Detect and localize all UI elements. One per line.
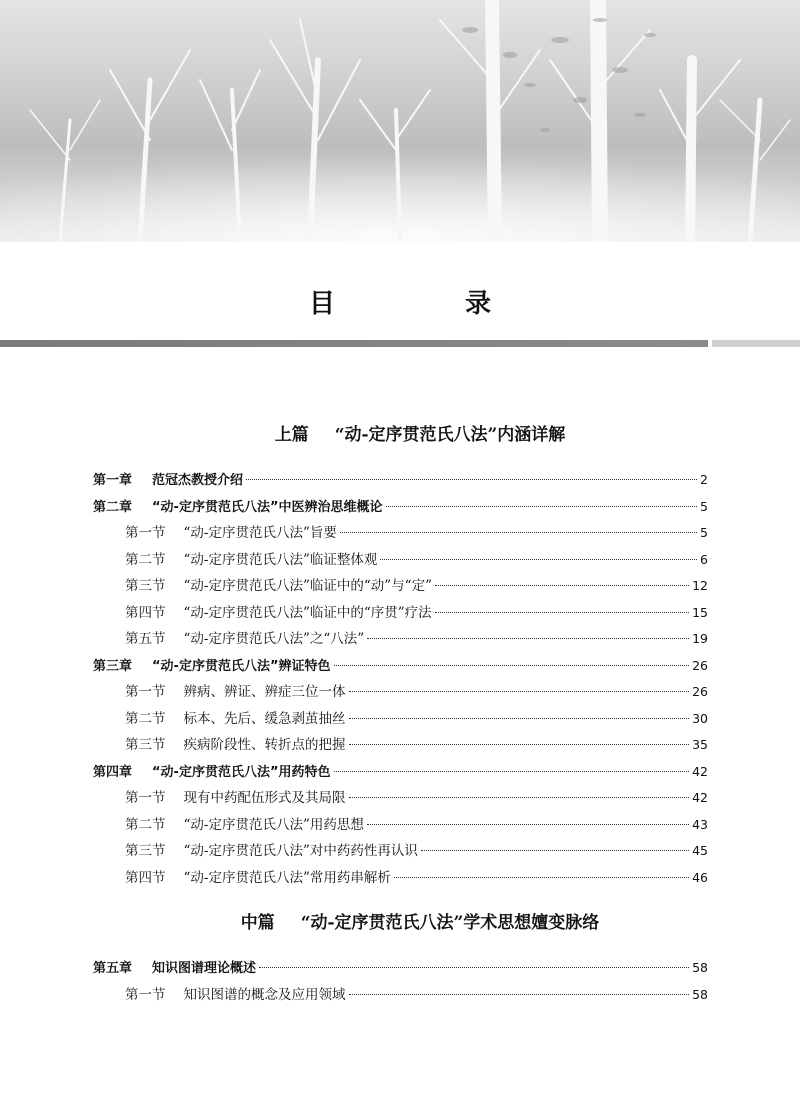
toc-entry-page: 2 <box>700 472 708 487</box>
toc-entry-title: “动-定序贯范氏八法”常用药串解析 <box>183 869 391 886</box>
toc-entry-number: 第一节 <box>125 525 166 541</box>
toc-chapter-row[interactable] <box>93 653 708 680</box>
toc-leader-dots <box>349 797 690 798</box>
toc-section-row[interactable] <box>93 812 708 839</box>
toc-entry-number: 第三章 <box>93 658 133 674</box>
toc-chapter-row[interactable] <box>93 467 708 494</box>
toc-section-row[interactable] <box>93 679 708 706</box>
toc-entry-title: “动-定序贯范氏八法”中医辨治思维概论 <box>152 499 383 515</box>
toc-entry-page: 12 <box>692 578 708 593</box>
toc-entry-page: 46 <box>692 869 708 885</box>
toc-entry-title: 知识图谱的概念及应用领域 <box>183 986 346 1003</box>
toc-entry-page: 30 <box>692 710 708 726</box>
toc-chapter-row[interactable] <box>93 494 708 521</box>
title-rule-light <box>712 340 800 347</box>
page-title: 目 录 <box>308 289 543 319</box>
toc-section-row[interactable] <box>93 626 708 653</box>
toc-chapter-row[interactable] <box>93 955 708 982</box>
toc-entry-number: 第五章 <box>93 961 133 976</box>
toc-entry-page: 5 <box>700 525 708 540</box>
toc-entry-title: 疾病阶段性、转折点的把握 <box>183 737 346 753</box>
toc-entry-number: 第一节 <box>125 986 166 1003</box>
toc-entry-page: 6 <box>700 551 708 567</box>
part-heading-1 <box>0 420 800 445</box>
toc-section-row[interactable] <box>93 573 708 600</box>
toc-chapter-row[interactable] <box>93 759 708 786</box>
part-heading-2 <box>0 908 800 933</box>
toc-entry-page: 35 <box>692 737 708 752</box>
toc-entry-title: “动-定序贯范氏八法”临证整体观 <box>183 551 378 568</box>
toc-entry-number: 第二章 <box>93 499 133 515</box>
toc-leader-dots <box>394 877 689 878</box>
part-label: 上篇 <box>274 425 309 445</box>
toc-section-row[interactable] <box>93 732 708 759</box>
toc-section-row[interactable] <box>93 547 708 574</box>
toc-entry-page: 26 <box>692 657 708 673</box>
toc-entry-title: 现有中药配伍形式及其局限 <box>183 790 346 806</box>
title-rule-dark <box>0 340 708 347</box>
toc-leader-dots <box>349 718 690 719</box>
toc-leader-dots <box>349 691 690 692</box>
part-label: 中篇 <box>240 913 275 933</box>
toc-leader-dots <box>334 665 690 666</box>
toc-entry-number: 第三节 <box>125 578 166 594</box>
toc-section-row[interactable] <box>93 706 708 733</box>
toc-leader-dots <box>380 559 697 560</box>
toc-entry-title: 范冠杰教授介绍 <box>152 473 244 488</box>
toc-section-row[interactable] <box>93 982 708 1009</box>
toc-entry-number: 第四节 <box>125 604 166 621</box>
toc-entry-page: 45 <box>692 843 708 858</box>
toc-leader-dots <box>349 994 690 995</box>
toc-entry-title: “动-定序贯范氏八法”用药思想 <box>183 816 364 833</box>
toc-entry-number: 第二节 <box>125 551 166 568</box>
header-banner-winter-trees <box>0 0 800 242</box>
toc-entry-title: “动-定序贯范氏八法”对中药药性再认识 <box>183 843 418 859</box>
part-title: “动-定序贯范氏八法”内涵详解 <box>334 425 566 445</box>
toc-entry-title: “动-定序贯范氏八法”用药特色 <box>152 764 331 780</box>
toc-leader-dots <box>259 967 689 968</box>
toc-entry-number: 第二节 <box>125 710 166 727</box>
toc-entry-number: 第一节 <box>125 684 166 700</box>
toc-entry-page: 58 <box>692 986 708 1002</box>
toc-entry-title: “动-定序贯范氏八法”临证中的“序贯”疗法 <box>183 604 432 621</box>
toc-leader-dots <box>421 850 689 851</box>
toc-entry-number: 第四章 <box>93 764 133 780</box>
toc-section-row[interactable] <box>93 838 708 865</box>
toc-entry-page: 15 <box>692 604 708 620</box>
toc-leader-dots <box>435 585 689 586</box>
toc-section-row[interactable] <box>93 520 708 547</box>
toc-leader-dots <box>386 506 698 507</box>
toc-entry-page: 58 <box>692 960 708 975</box>
toc-entry-page: 19 <box>692 631 708 646</box>
toc-entry-title: “动-定序贯范氏八法”辨证特色 <box>152 658 331 674</box>
toc-entry-title: “动-定序贯范氏八法”之“八法” <box>183 631 365 647</box>
toc-leader-dots <box>435 612 689 613</box>
trees-illustration <box>0 0 800 242</box>
toc-list-part1 <box>93 467 708 891</box>
toc-entry-page: 42 <box>692 790 708 805</box>
toc-entry-number: 第一节 <box>125 790 166 806</box>
toc-leader-dots <box>334 771 690 772</box>
toc-entry-number: 第一章 <box>93 473 133 488</box>
toc-entry-page: 42 <box>692 763 708 779</box>
toc-leader-dots <box>340 532 697 533</box>
toc-list-part2 <box>93 955 708 1008</box>
part-title: “动-定序贯范氏八法”学术思想嬗变脉络 <box>300 913 600 933</box>
toc-entry-title: “动-定序贯范氏八法”临证中的“动”与“定” <box>183 578 432 594</box>
toc-entry-number: 第四节 <box>125 869 166 886</box>
toc-leader-dots <box>246 479 697 480</box>
toc-entry-title: 知识图谱理论概述 <box>152 961 257 976</box>
toc-entry-number: 第三节 <box>125 843 166 859</box>
toc-section-row[interactable] <box>93 785 708 812</box>
toc-entry-title: 标本、先后、缓急剥茧抽丝 <box>183 710 346 727</box>
toc-entry-page: 43 <box>692 816 708 832</box>
toc-leader-dots <box>367 638 689 639</box>
toc-entry-page: 5 <box>700 498 708 514</box>
toc-entry-title: “动-定序贯范氏八法”旨要 <box>183 525 337 541</box>
toc-entry-number: 第二节 <box>125 816 166 833</box>
toc-entry-number: 第三节 <box>125 737 166 753</box>
toc-entry-page: 26 <box>692 684 708 699</box>
toc-section-row[interactable] <box>93 600 708 627</box>
toc-leader-dots <box>349 744 690 745</box>
toc-section-row[interactable] <box>93 865 708 892</box>
toc-entry-number: 第五节 <box>125 631 166 647</box>
toc-entry-title: 辨病、辨证、辨症三位一体 <box>183 684 346 700</box>
toc-leader-dots <box>367 824 689 825</box>
